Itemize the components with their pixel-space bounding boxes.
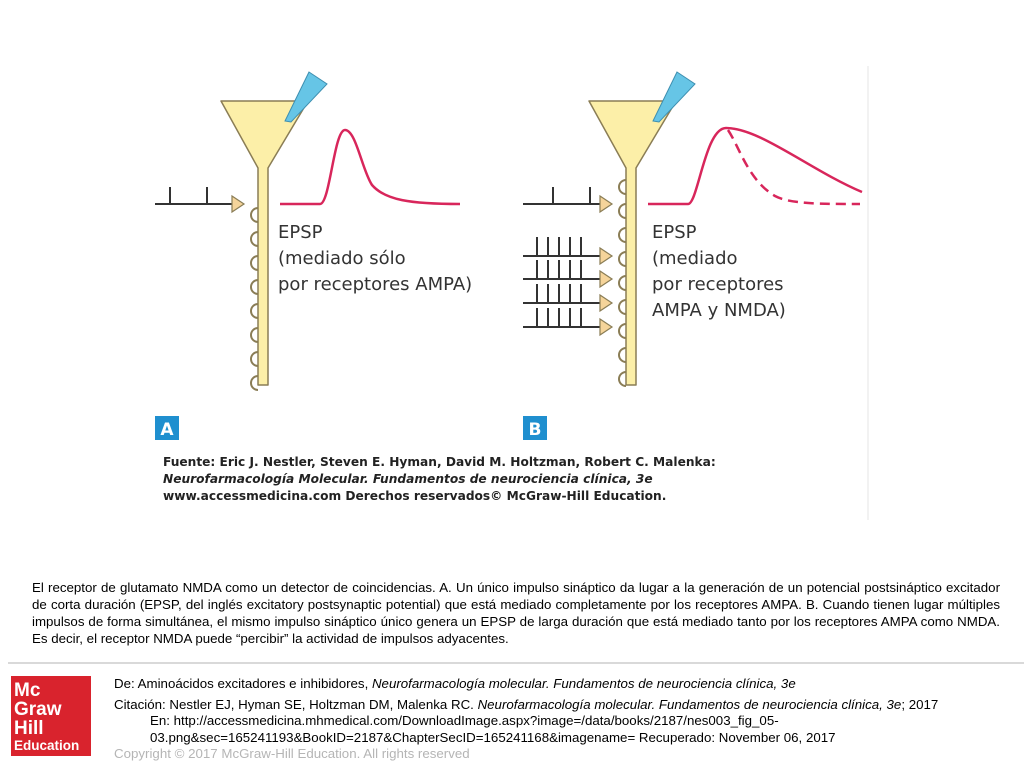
from-line [114, 676, 796, 692]
from-book: Neurofarmacología molecular. Fundamentos de neurociencia clínica, 3e [371, 676, 796, 691]
epsp-label-b-line2: (mediado [652, 248, 738, 269]
url-line-1: En: http://accessmedicina.mhmedical.com/DownloadImage.aspx?image=/data/books/2187/nes003_fig_05- [150, 713, 779, 728]
input-axon-a [155, 187, 233, 204]
from-prefix: De: Aminoácidos excitadores e inhibidores, [114, 676, 372, 691]
panel-b [523, 72, 862, 440]
divider [8, 662, 1024, 664]
input-axon-b-burst-3 [523, 284, 601, 303]
mcgraw-hill-logo [11, 676, 91, 756]
source-line-1: Fuente: Eric J. Nestler, Steven E. Hyman, David M. Holtzman, Robert C. Malenka: [163, 455, 716, 469]
url-line-2: 03.png&sec=165241193&BookID=2187&ChapterSecID=165241168&imagename= Recuperado: November 06, 2017 [150, 730, 836, 745]
epsp-trace-b-dashed [728, 130, 860, 204]
neuron-b [589, 101, 676, 385]
panel-a [155, 72, 472, 440]
epsp-label-a-line3: por receptores AMPA) [278, 274, 473, 295]
copyright: Copyright © 2017 McGraw-Hill Education. All rights reserved [114, 746, 470, 761]
synapse-a [232, 196, 244, 212]
panel-letter-b: B [528, 420, 542, 440]
input-axon-b-single [523, 187, 601, 204]
electrode-a [285, 72, 327, 122]
citation-line [114, 697, 938, 713]
panel-letter-a: A [160, 420, 174, 440]
epsp-label-b-line3: por receptores [652, 274, 784, 295]
epsp-label-a-line1: EPSP [278, 222, 323, 243]
citation-prefix: Citación: Nestler EJ, Hyman SE, Holtzman DM, Malenka RC. [114, 697, 478, 712]
citation-book: Neurofarmacología molecular. Fundamentos de neurociencia clínica, 3e [477, 697, 902, 712]
electrode-b [653, 72, 695, 122]
citation-year: ; 2017 [901, 697, 939, 712]
epsp-trace-a [280, 130, 460, 204]
epsp-label-b-line4: AMPA y NMDA) [652, 300, 786, 321]
logo-line-3: Hill [14, 718, 44, 739]
figure-caption: El receptor de glutamato NMDA como un detector de coincidencias. A. Un único impulso sináptico da lugar a la generación de un potencial postsináptico excitador de corta duración (EPSP, del inglés excitatory postsynaptic potential) que está mediado completamente por los receptores AMPA. B. Cuando tienen lugar múltiples impulsos de forma simultánea, el mismo impulso sináptico único genera un EPSP de larga duración que está mediado tanto por los receptores AMPA como NMDA. Es decir, el receptor NMDA puede “percibir” la actividad de impulsos adyacentes. [32, 580, 1000, 646]
source-line-3: www.accessmedicina.com Derechos reservados© McGraw-Hill Education. [163, 489, 667, 503]
epsp-label-a-line2: (mediado sólo [278, 248, 406, 269]
epsp-trace-b-solid [648, 128, 862, 204]
neuron-a [221, 101, 308, 385]
epsp-label-b-line1: EPSP [652, 222, 697, 243]
input-axon-b-burst-4 [523, 308, 601, 327]
logo-line-4: Education [14, 738, 80, 753]
logo-line-1: Mc [14, 680, 41, 701]
input-axon-b-burst-1 [523, 237, 601, 256]
source-line-2: Neurofarmacología Molecular. Fundamentos de neurociencia clínica, 3e [163, 472, 653, 486]
logo-line-2: Graw [14, 699, 62, 720]
input-axon-b-burst-2 [523, 260, 601, 279]
